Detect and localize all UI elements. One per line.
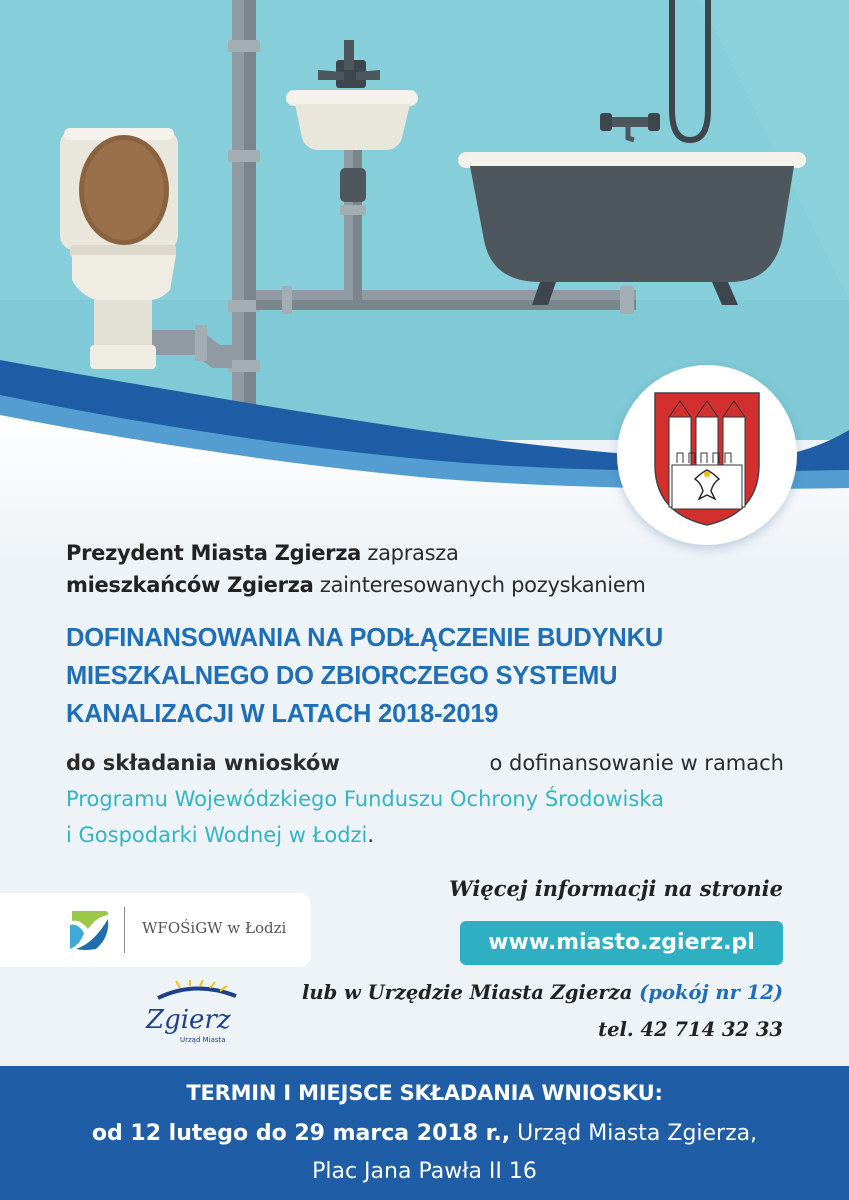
intro-text [66,537,796,601]
wfos-logo-icon [66,907,112,953]
coat-of-arms-icon [617,365,797,545]
body-rest-part: o dofinansowanie w ramach [489,751,784,775]
office-line [302,981,783,1004]
body-line-3 [66,817,784,853]
room-number: (pokój nr 12) [639,981,783,1004]
body-bold-part: do składania wniosków [66,751,340,775]
footer-dates-bold: od 12 lutego do 29 marca 2018 r., [91,1121,511,1146]
zgierz-logo-sub: Urząd Miasta [180,1036,226,1044]
intro-line-1 [66,537,796,569]
zgierz-logo-icon [140,980,250,1050]
program-line-2: i Gospodarki Wodnej w Łodzi [66,823,368,847]
footer-title: TERMIN I MIEJSCE SKŁADANIA WNIOSKU: [186,1081,663,1105]
body-period: . [367,823,375,847]
intro-line-1-bold: Prezydent Miasta Zgierza [66,541,362,565]
office-text: lub w Urzędzie Miasta Zgierza [302,981,633,1004]
wfos-divider [124,907,125,953]
headline-line-3: KANALIZACJI W LATACH 2018-2019 [66,700,499,728]
wfos-logo-card [0,893,311,967]
footer-dates-rest: Urząd Miasta Zgierza, [510,1121,758,1146]
footer-address: Plac Jana Pawła II 16 [312,1159,537,1184]
headline-line-2: MIESZKALNEGO DO ZBIORCZEGO SYSTEMU [66,662,618,690]
body-line-1 [66,745,784,781]
body-paragraph [66,745,784,853]
headline-line-1: DOFINANSOWANIA NA PODŁĄCZENIE BUDYNKU [66,624,664,652]
intro-line-1-rest: zaprasza [361,541,459,565]
wfos-name: WFOŚiGW w Łodzi [142,919,287,937]
footer-dates [0,1121,849,1146]
zgierz-logo [140,980,250,1055]
more-info-label: Więcej informacji na stronie [449,876,783,901]
zgierz-logo-name: Zgierz [146,1005,231,1035]
website-link[interactable]: www.miasto.zgierz.pl [460,921,783,965]
program-line-1: Programu Wojewódzkiego Funduszu Ochrony Środowiska [66,787,664,811]
intro-line-2 [66,569,796,601]
footer-banner [0,1066,849,1200]
coat-of-arms-badge [617,365,797,545]
phone-number: tel. 42 714 32 33 [598,1018,783,1041]
headline [66,619,806,733]
intro-line-2-bold: mieszkańców Zgierza [66,573,314,597]
intro-line-2-rest: zainteresowanych pozyskaniem [313,573,646,597]
